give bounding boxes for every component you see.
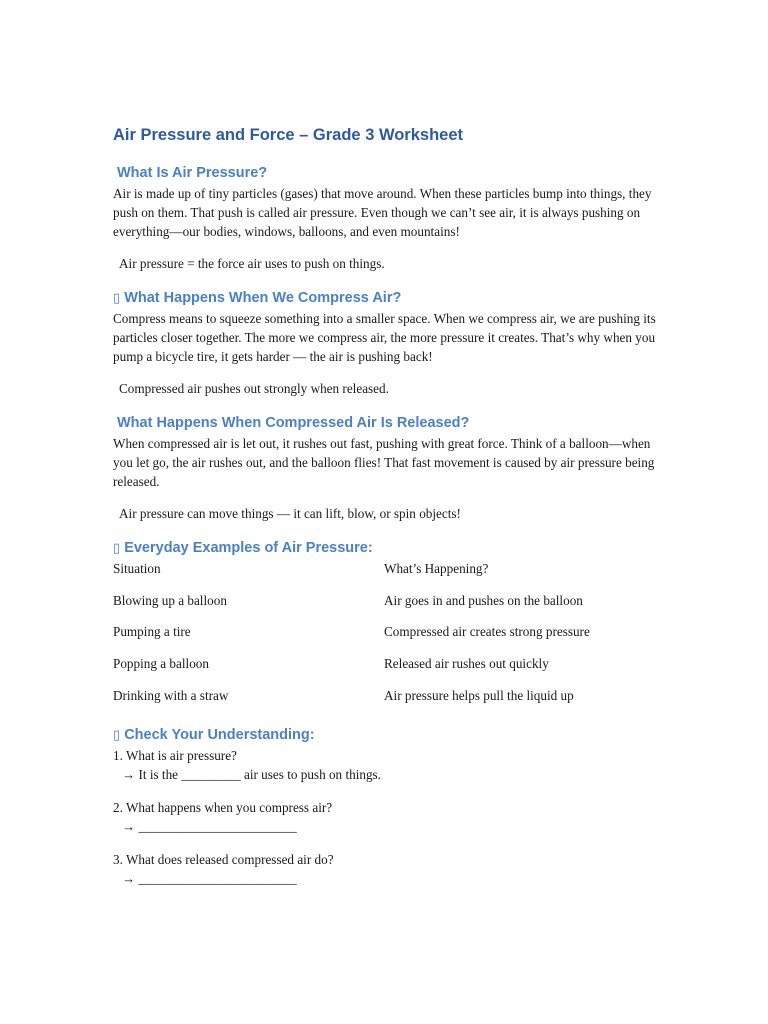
missing-glyph-icon: ▯ bbox=[113, 290, 121, 305]
table-cell: Compressed air creates strong pressure bbox=[384, 624, 590, 640]
note-released: Air pressure can move things — it can lift, blow, or spin objects! bbox=[119, 506, 461, 521]
answer-line[interactable]: → ________________________ bbox=[122, 871, 297, 887]
worksheet-content bbox=[113, 124, 658, 888]
section-heading-check-label: Check Your Understanding: bbox=[124, 727, 315, 744]
section-heading-compress-label: What Happens When We Compress Air? bbox=[124, 290, 402, 306]
question-text: 2. What happens when you compress air? bbox=[113, 800, 333, 816]
answer-line[interactable]: → ________________________ bbox=[122, 819, 297, 835]
table-cell: Blowing up a balloon bbox=[113, 592, 227, 608]
section-heading-examples bbox=[113, 538, 658, 558]
table-row bbox=[113, 656, 658, 688]
answer-line[interactable]: → It is the _________ air uses to push on things. bbox=[122, 767, 381, 783]
table-header-row bbox=[113, 561, 658, 593]
section-heading-check bbox=[113, 725, 658, 745]
paragraph-released: When compressed air is let out, it rushes out fast, pushing with great force. Think of a balloon—when you let go, the air rushes out, and the balloon flies! That fast movement is caused by air pressure being released. bbox=[113, 436, 655, 489]
section-heading-what-is: What Is Air Pressure? bbox=[117, 165, 268, 181]
section-heading-released: What Happens When Compressed Air Is Released? bbox=[117, 415, 470, 431]
section-heading-examples-label: Everyday Examples of Air Pressure: bbox=[124, 540, 373, 556]
table-header-happening: What’s Happening? bbox=[384, 561, 489, 576]
section-heading-compress bbox=[113, 288, 658, 308]
examples-table bbox=[113, 561, 658, 719]
table-cell: Air goes in and pushes on the balloon bbox=[384, 592, 583, 608]
table-cell: Air pressure helps pull the liquid up bbox=[384, 687, 574, 703]
missing-glyph-icon: ▯ bbox=[113, 540, 121, 555]
table-cell: Popping a balloon bbox=[113, 656, 209, 672]
table-cell: Drinking with a straw bbox=[113, 687, 229, 703]
table-row bbox=[113, 593, 658, 625]
question-block-2 bbox=[113, 798, 658, 836]
note-compress: Compressed air pushes out strongly when released. bbox=[119, 381, 389, 396]
section-released-heading-wrap bbox=[113, 413, 658, 433]
table-row bbox=[113, 688, 658, 720]
note-what-is: Air pressure = the force air uses to push on things. bbox=[119, 256, 385, 271]
missing-glyph-icon: ▯ bbox=[113, 727, 121, 743]
question-text: 3. What does released compressed air do? bbox=[113, 852, 334, 868]
paragraph-what-is: Air is made up of tiny particles (gases) that move around. When these particles bump into things, they push on them. That push is called air pressure. Even though we can’t see air, it is always pushing on everything—our bodies, windows, balloons, and even mountains! bbox=[113, 186, 652, 239]
question-text: 1. What is air pressure? bbox=[113, 748, 237, 764]
section-what-is-heading-wrap bbox=[113, 163, 658, 183]
paragraph-compress: Compress means to squeeze something into a smaller space. When we compress air, we are pushing its particles closer together. The more we compress air, the more pressure it creates. That’s why when you pump a bicycle tire, it gets harder — the air is pushing back! bbox=[113, 311, 656, 364]
table-header-situation: Situation bbox=[113, 561, 161, 576]
table-cell: Released air rushes out quickly bbox=[384, 656, 549, 672]
table-cell: Pumping a tire bbox=[113, 624, 191, 640]
table-row bbox=[113, 624, 658, 656]
page-title: Air Pressure and Force – Grade 3 Worksheet bbox=[113, 126, 464, 144]
question-block-3 bbox=[113, 850, 658, 888]
question-block-1 bbox=[113, 746, 658, 784]
